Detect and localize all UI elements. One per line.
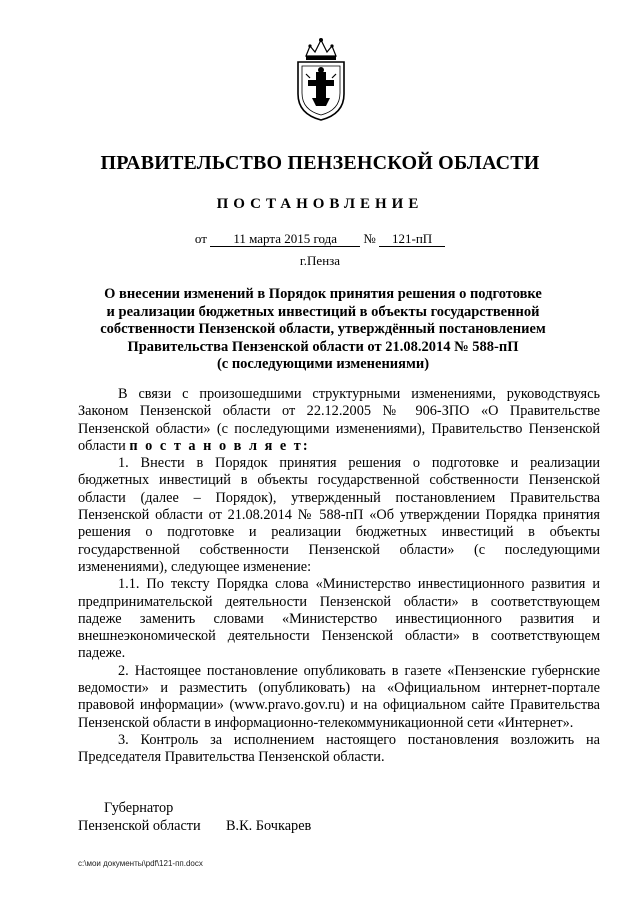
- decree-word: п о с т а н о в л я е т:: [129, 437, 310, 454]
- heading-line: Правительства Пензенской области от 21.08.2014 № 588-пП: [127, 338, 519, 355]
- signature-title: Губернатор: [104, 800, 174, 816]
- intro-paragraph: [78, 386, 600, 455]
- paragraph-1-1: 1.1. По тексту Порядка слова «Министерство инвестиционного развития и предпринимательской деятельности Пензенской области» в соответствующем падеже заменить словами «Министерство инвестиционного развития и внешнеэкономической деятельности Пензенской области» в соответствующем падеже.: [78, 576, 600, 662]
- organization-title: ПРАВИТЕЛЬСТВО ПЕНЗЕНСКОЙ ОБЛАСТИ: [100, 152, 540, 174]
- signature-region: Пензенской области: [78, 818, 201, 834]
- document-date: 11 марта 2015 года: [210, 232, 360, 247]
- date-prefix: от: [194, 231, 207, 246]
- paragraph-3: 3. Контроль за исполнением настоящего постановления возложить на Председателя Правительства Пензенской области.: [78, 731, 600, 766]
- file-path-footer: c:\мои документы\pdf\121-пп.docx: [78, 859, 203, 868]
- intro-text: В связи с произошедшими структурными изменениями, руководствуясь Законом Пензенской области от 22.12.2005 № 906-ЗПО «О Правительстве Пензенской области» (с последующими изменениями), Правительство Пензенской области: [78, 386, 600, 454]
- date-number-line: [0, 231, 640, 247]
- paragraph-2: 2. Настоящее постановление опубликовать в газете «Пензенские губернские ведомости» и разместить (опубликовать) на «Официальном интернет-портале правовой информации» (www.pravo.gov.ru) и на официальном сайте Правительства Пензенской области в информационно-телекоммуникационной сети «Интернет».: [78, 662, 600, 731]
- paragraph-1: 1. Внести в Порядок принятия решения о подготовке и реализации бюджетных инвестиций в объекты государственной собственности Пензенской области (далее – Порядок), утвержденный постановлением Правительства Пензенской области от 21.08.2014 № 588-пП «Об утверждении Порядка принятия решения о подготовке и реализации бюджетных инвестиций в объекты государственной собственности Пензенской области» (с последующими изменениями), следующее изменение:: [78, 455, 600, 575]
- document-number: 121-пП: [379, 232, 445, 247]
- document-body: [78, 386, 600, 767]
- signature-name: В.К. Бочкарев: [226, 818, 312, 834]
- document-type: ПОСТАНОВЛЕНИЕ: [216, 196, 424, 212]
- heading-line: и реализации бюджетных инвестиций в объекты государственной: [106, 303, 540, 320]
- heading-line: О внесении изменений в Порядок принятия решения о подготовке: [104, 286, 542, 302]
- city: г.Пенза: [299, 253, 341, 268]
- heading-line: (с последующими изменениями): [216, 356, 430, 372]
- coat-of-arms-emblem: [290, 36, 352, 122]
- coat-of-arms-icon: [290, 36, 352, 122]
- heading-line: собственности Пензенской области, утверждённый постановлением: [100, 321, 546, 337]
- number-prefix: №: [363, 231, 376, 246]
- document-heading: [78, 286, 568, 374]
